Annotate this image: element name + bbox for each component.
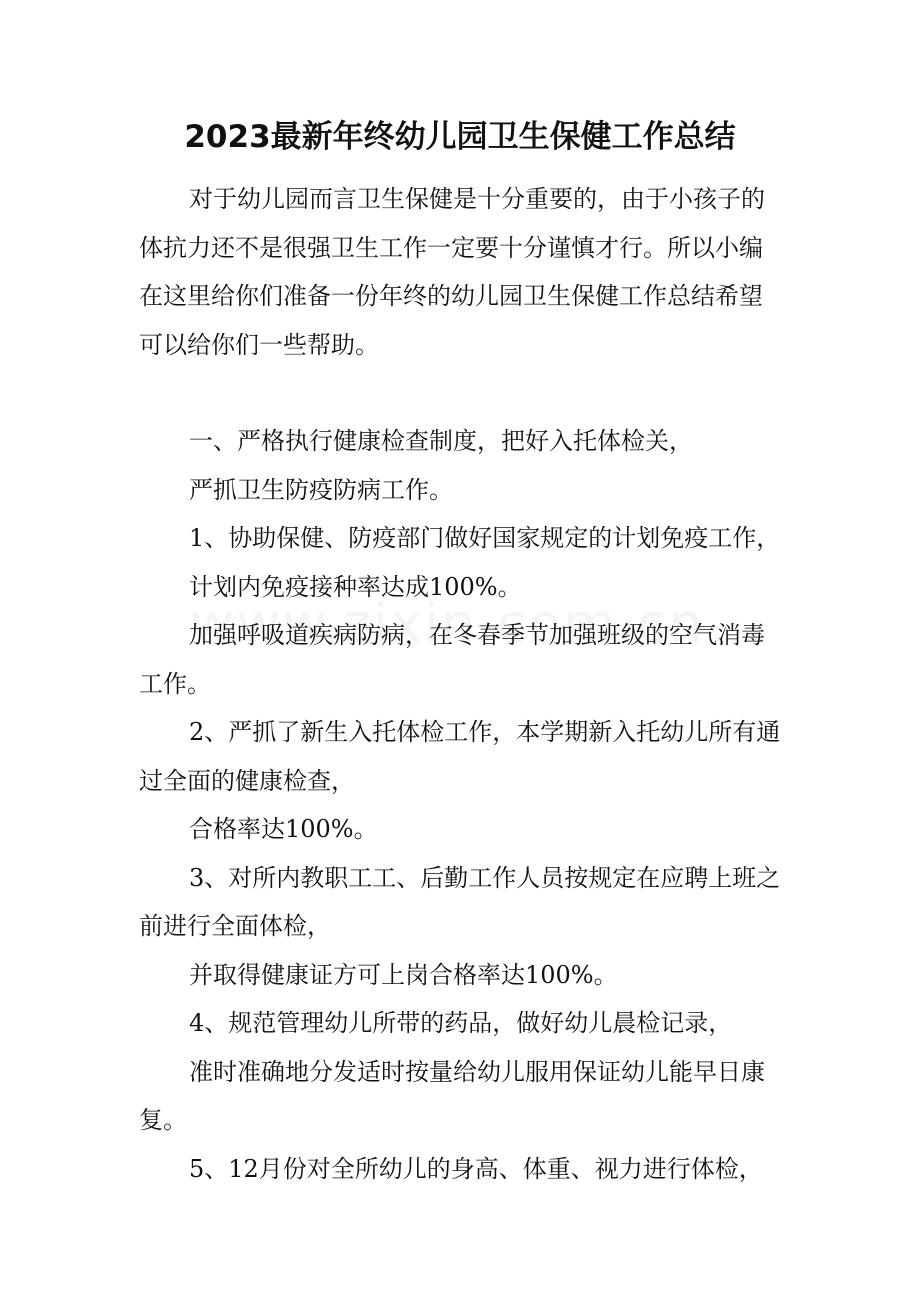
body-paragraph: 3、对所内教职工工、后勤工作人员按规定在应聘上班之前进行全面体检， bbox=[139, 863, 781, 940]
body-paragraph: 5、12月份对全所幼儿的身高、体重、视力进行体检， bbox=[189, 1154, 763, 1183]
section-heading-1: 一、严格执行健康检查制度，把好入托体检关， bbox=[189, 427, 693, 455]
body-paragraph: 合格率达100%。 bbox=[189, 815, 378, 843]
body-paragraph: 计划内免疫接种率达成100%。 bbox=[189, 572, 522, 601]
intro-paragraph: 对于幼儿园而言卫生保健是十分重要的，由于小孩子的体抗力还不是很强卫生工作一定要十分谨慎才行。所以小编在这里给你们准备一份年终的幼儿园卫生保健工作总结希望可以给你们一些帮助。 bbox=[139, 185, 765, 359]
body-paragraph: 1、协助保健、防疫部门做好国家规定的计划免疫工作， bbox=[189, 524, 781, 552]
body-paragraph: 严抓卫生防疫防病工作。 bbox=[189, 475, 453, 504]
body-paragraph: 并取得健康证方可上岗合格率达100%。 bbox=[189, 960, 618, 989]
document-body bbox=[139, 175, 784, 1193]
body-paragraph: 加强呼吸道疾病防病，在冬春季节加强班级的空气消毒工作。 bbox=[139, 621, 765, 698]
body-paragraph: 准时准确地分发适时按量给幼儿服用保证幼儿能早日康复。 bbox=[139, 1057, 765, 1134]
body-paragraph: 2、严抓了新生入托体检工作，本学期新入托幼儿所有通过全面的健康检查， bbox=[139, 718, 781, 795]
paragraph-spacer bbox=[139, 369, 784, 417]
document-title: 2023最新年终幼儿园卫生保健工作总结 bbox=[184, 119, 736, 155]
body-paragraph: 4、规范管理幼儿所带的药品，做好幼儿晨检记录， bbox=[189, 1009, 733, 1037]
